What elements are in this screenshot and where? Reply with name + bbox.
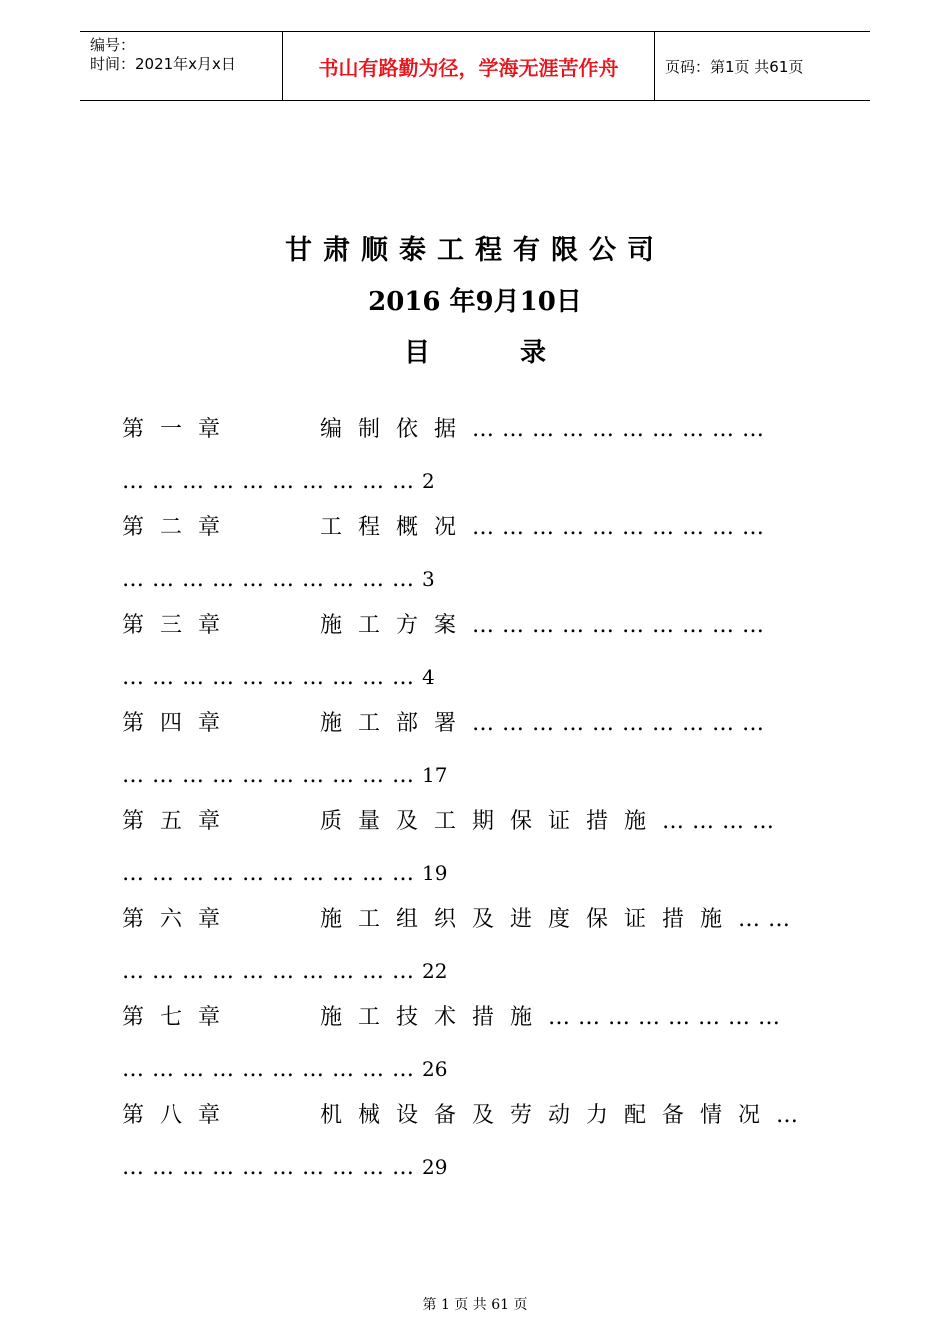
toc-entry-line-2 xyxy=(122,461,435,501)
toc-page-number: 22 xyxy=(422,959,448,983)
page-header xyxy=(80,31,870,101)
header-motto: 书山有路勤为径，学海无涯苦作舟 xyxy=(282,32,655,100)
document-date: 2016 年9月10日 xyxy=(368,287,582,317)
toc-leader-dots: ………………………… xyxy=(122,567,422,592)
toc-entry-line-2 xyxy=(122,853,447,893)
toc-entry[interactable] xyxy=(122,802,822,900)
toc-chapter: 第二章 xyxy=(122,515,237,540)
toc-entry[interactable] xyxy=(122,998,822,1096)
toc-leader-dots: …………………… xyxy=(548,1005,789,1030)
toc-heading-part-2: 录 xyxy=(520,338,547,368)
toc-heading xyxy=(0,332,950,369)
toc-chapter: 第七章 xyxy=(122,1005,237,1030)
toc-entry-line-1 xyxy=(122,704,772,744)
toc-leader-dots: … xyxy=(776,1103,807,1128)
toc-page-number: 3 xyxy=(422,567,435,591)
toc-entry[interactable] xyxy=(122,704,822,802)
toc-page-number: 29 xyxy=(422,1155,448,1179)
toc-page-number: 2 xyxy=(422,469,435,493)
number-label: 编号： xyxy=(90,36,136,54)
toc-leader-dots: ………………………… xyxy=(122,1155,422,1180)
toc-entry[interactable] xyxy=(122,508,822,606)
toc-chapter-title: 编制依据 xyxy=(320,417,473,442)
toc-chapter-title: 施工组织及进度保证措施 xyxy=(320,907,739,932)
toc-entry-line-1 xyxy=(122,1096,806,1136)
page-footer: 第 1 页 共 61 页 xyxy=(422,1297,528,1313)
toc-chapter-title: 工程概况 xyxy=(320,515,473,540)
toc-chapter-title: 施工技术措施 xyxy=(320,1005,549,1030)
header-page-info: 页码：第1页 共61页 xyxy=(665,57,804,76)
toc-leader-dots: ………………………… xyxy=(122,1057,422,1082)
toc-entry[interactable] xyxy=(122,900,822,998)
toc-leader-dots: ………………………… xyxy=(472,711,773,736)
toc-entry-line-2 xyxy=(122,559,435,599)
toc-leader-dots: ………………………… xyxy=(472,417,773,442)
toc-entry-line-2 xyxy=(122,1049,447,1089)
toc-chapter: 第六章 xyxy=(122,907,237,932)
toc-page-number: 19 xyxy=(422,861,448,885)
toc-chapter-title: 施工部署 xyxy=(320,711,473,736)
toc-chapter: 第一章 xyxy=(122,417,237,442)
header-meta xyxy=(80,32,282,100)
toc-leader-dots: ………………………… xyxy=(122,665,422,690)
toc-entry-line-1 xyxy=(122,508,772,548)
toc-chapter: 第五章 xyxy=(122,809,237,834)
toc-leader-dots: ………… xyxy=(662,809,783,834)
toc-leader-dots: …… xyxy=(738,907,799,932)
toc-entry[interactable] xyxy=(122,410,822,508)
toc-leader-dots: ………………………… xyxy=(472,515,773,540)
toc-chapter: 第三章 xyxy=(122,613,237,638)
toc-entry-line-2 xyxy=(122,1147,447,1187)
toc-leader-dots: ………………………… xyxy=(122,763,422,788)
toc-page-number: 17 xyxy=(422,763,448,787)
toc-entry-line-2 xyxy=(122,951,447,991)
time-label: 时间：2021年x月x日 xyxy=(90,55,236,73)
toc-chapter-title: 机械设备及劳动力配备情况 xyxy=(320,1103,777,1128)
toc-entry[interactable] xyxy=(122,1096,822,1194)
toc-entry-line-1 xyxy=(122,410,772,450)
toc-leader-dots: ………………………… xyxy=(122,469,422,494)
toc-leader-dots: ………………………… xyxy=(122,959,422,984)
toc-entry-line-1 xyxy=(122,900,798,940)
toc-leader-dots: ………………………… xyxy=(122,861,422,886)
toc-page-number: 4 xyxy=(422,665,435,689)
toc-chapter: 第八章 xyxy=(122,1103,237,1128)
toc-entry-line-1 xyxy=(122,998,788,1038)
toc-entry-line-1 xyxy=(122,802,782,842)
toc-chapter: 第四章 xyxy=(122,711,237,736)
toc-entry-line-2 xyxy=(122,755,447,795)
toc-entry-line-1 xyxy=(122,606,772,646)
table-of-contents xyxy=(122,410,822,1194)
toc-page-number: 26 xyxy=(422,1057,448,1081)
company-name: 甘肃顺泰工程有限公司 xyxy=(285,235,665,266)
toc-chapter-title: 施工方案 xyxy=(320,613,473,638)
toc-heading-part-1: 目 xyxy=(403,338,430,368)
toc-chapter-title: 质量及工期保证措施 xyxy=(320,809,663,834)
toc-entry[interactable] xyxy=(122,606,822,704)
toc-leader-dots: ………………………… xyxy=(472,613,773,638)
toc-entry-line-2 xyxy=(122,657,435,697)
